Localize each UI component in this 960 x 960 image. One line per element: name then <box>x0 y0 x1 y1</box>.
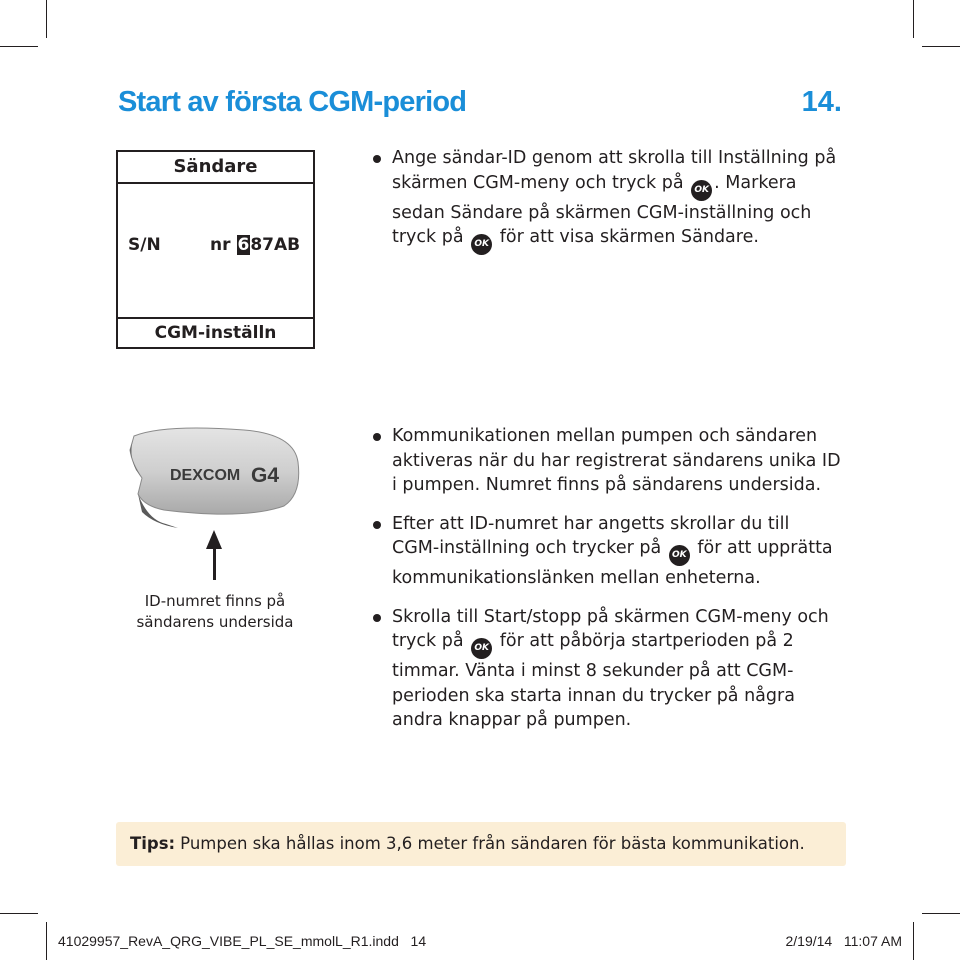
serial-number-label: S/N <box>128 235 161 255</box>
crop-mark <box>46 922 47 960</box>
instructions-bottom <box>372 424 842 747</box>
crop-mark <box>0 913 38 914</box>
tips-text: Pumpen ska hållas inom 3,6 meter från sändaren för bästa kommunikation. <box>180 834 805 853</box>
list-item <box>372 605 842 733</box>
arrow-shaft <box>213 548 216 580</box>
step-text: Ange sändar-ID genom att skrolla till Inställning på skärmen CGM-meny och tryck på <box>392 148 837 193</box>
step-text: för att påbörja startperioden på 2 timmar. Vänta i minst 8 sekunder på att CGM-perioden ska starta innan du trycker på några andra knappar på pumpen. <box>392 631 795 730</box>
crop-mark <box>913 922 914 960</box>
transmitter-brand: DEXCOM <box>170 467 241 484</box>
ok-button-icon: OK <box>691 180 712 201</box>
step-text: för att upprätta kommunikationslänken mellan enheterna. <box>392 538 833 588</box>
ok-button-icon: OK <box>669 545 690 566</box>
slug-timestamp: 2/19/14 11:07 AM <box>785 933 902 949</box>
crop-mark <box>922 46 960 47</box>
crop-mark <box>0 46 38 47</box>
caption-line: sändarens undersida <box>136 613 294 631</box>
step-text: för att visa skärmen Sändare. <box>499 227 759 247</box>
step-text: Skrolla till Start/stopp på skärmen CGM-meny och tryck på <box>392 606 829 651</box>
slug-filename: 41029957_RevA_QRG_VIBE_PL_SE_mmolL_R1.indd 14 <box>58 933 427 949</box>
list-item <box>372 146 842 255</box>
ok-button-icon: OK <box>471 234 492 255</box>
transmitter-image <box>124 424 304 530</box>
step-text: Efter att ID-numret har angetts skrollar du till CGM-inställning och trycker på <box>392 513 790 558</box>
list-item <box>372 424 842 498</box>
page-title: Start av första CGM-period <box>118 86 467 118</box>
tips-label: Tips: <box>130 834 176 853</box>
step-text: Kommunikationen mellan pumpen och sändaren aktiveras när du har registrerat sändarens unika ID i pumpen. Numret finns på sändarens undersida. <box>392 426 841 495</box>
instructions-top <box>372 146 842 269</box>
step-text: . Markera sedan Sändare på skärmen CGM-inställning och tryck på <box>392 172 812 247</box>
list-item <box>372 512 842 591</box>
transmitter-caption <box>116 591 314 633</box>
screen-footer: CGM-inställn <box>118 317 313 347</box>
crop-mark <box>922 913 960 914</box>
page-number: 14. <box>801 86 842 118</box>
pump-screen <box>116 150 315 349</box>
arrow-up-icon <box>206 530 222 549</box>
caption-line: ID-numret finns på <box>144 592 286 610</box>
crop-mark <box>913 0 914 38</box>
transmitter-model: G4 <box>251 464 280 487</box>
ok-button-icon: OK <box>471 638 492 659</box>
serial-number-prefix: nr <box>210 235 231 255</box>
screen-header: Sändare <box>118 152 313 184</box>
tips-box <box>116 822 846 866</box>
serial-number-rest: 87AB <box>250 235 301 255</box>
crop-mark <box>46 0 47 38</box>
serial-number-value <box>210 235 300 255</box>
serial-number-cursor: 6 <box>237 235 250 255</box>
